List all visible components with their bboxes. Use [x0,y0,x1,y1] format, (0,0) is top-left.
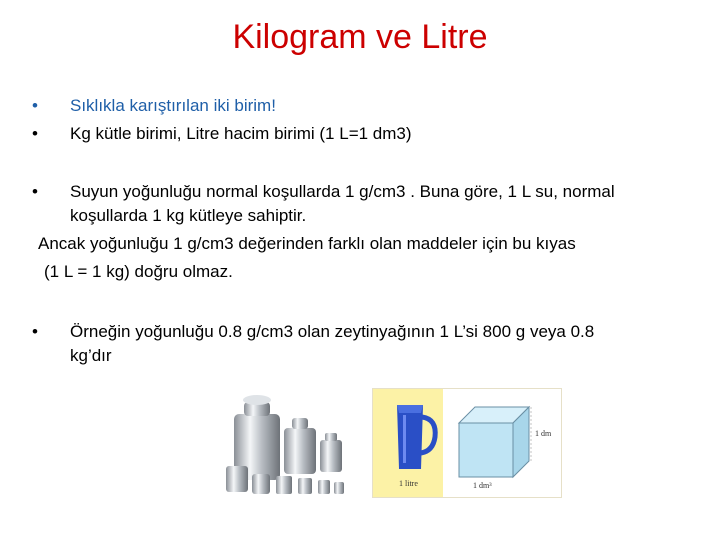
measuring-jug-icon [397,405,435,469]
bullet-marker: • [32,124,38,143]
bullet-item [32,180,692,228]
jar-caption: 1 litre [399,479,418,488]
weights-image [222,388,352,498]
page-title: Kilogram ve Litre [232,18,488,56]
bullet-item [32,320,692,368]
bullet-item [32,122,692,146]
bullet-marker: • [32,182,38,201]
bullet-text: Sıklıkla karıştırılan iki birim! [70,96,276,115]
bullet-text-line: kg’dır [70,346,112,365]
bullet-text-line: Örneğin yoğunluğu 0.8 g/cm3 olan zeytinyağının 1 L’si 800 g veya 0.8 [70,322,595,341]
bullet-text: Kg kütle birimi, Litre hacim birimi (1 L=1 dm3) [70,124,412,143]
cube-icon [459,407,531,477]
edge-label: 1 dm [535,429,552,438]
bullet-item [32,94,692,118]
paragraph-line: (1 L = 1 kg) doğru olmaz. [44,262,233,281]
bullet-text-line: koşullarda 1 kg kütleye sahiptir. [70,206,307,225]
litre-diagram [372,388,562,498]
bullet-text-line: Suyun yoğunluğu normal koşullarda 1 g/cm3 . Buna göre, 1 L su, normal [70,182,615,201]
cube-caption: 1 dm³ [473,481,492,490]
paragraph-line: Ancak yoğunluğu 1 g/cm3 değerinden farklı olan maddeler için bu kıyas [38,234,576,253]
bullet-marker: • [32,322,38,341]
bullet-marker: • [32,96,38,115]
